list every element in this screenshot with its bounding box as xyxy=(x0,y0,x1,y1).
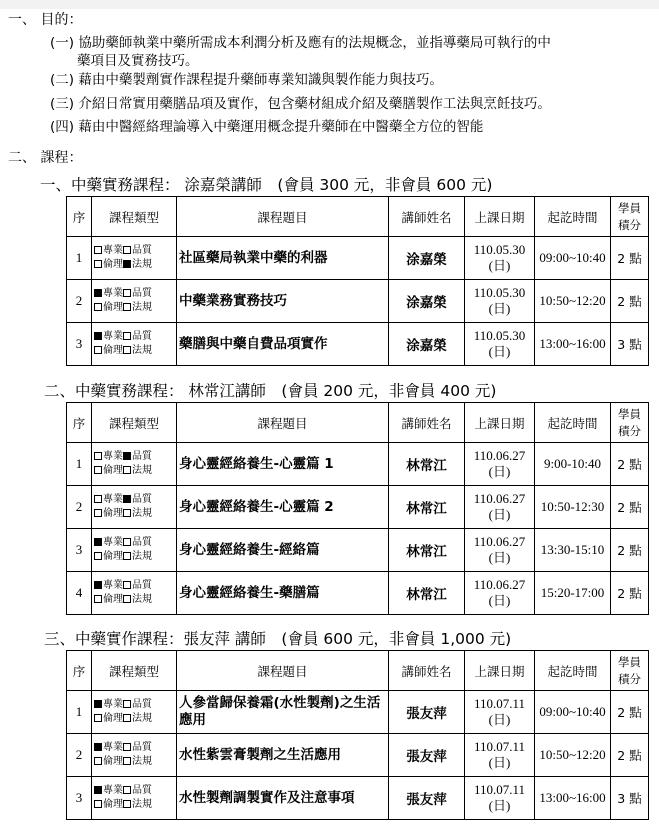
course-date xyxy=(465,443,535,486)
course-date xyxy=(465,237,535,280)
row-number: 4 xyxy=(67,572,92,615)
table-row xyxy=(67,486,649,529)
row-number: 1 xyxy=(67,691,92,734)
course-category xyxy=(92,734,177,777)
category-label-professional: 專業 xyxy=(103,699,123,710)
category-checkbox-ethics-unchecked xyxy=(94,466,102,474)
table-row xyxy=(67,323,649,366)
category-line xyxy=(94,244,176,258)
category-checkbox-professional-unchecked xyxy=(94,495,102,503)
header-category: 課程類型 xyxy=(92,197,177,237)
date-value: 110.07.11 xyxy=(473,696,526,711)
category-label-law: 法規 xyxy=(132,756,152,767)
date-value: 110.06.27 xyxy=(473,534,526,549)
header-credit-line1: 學員 xyxy=(618,406,641,421)
lecturer-name: 林常江 xyxy=(389,572,465,615)
category-checkbox-ethics-unchecked xyxy=(94,800,102,808)
objective-2: (二) 藉由中藥製劑實作課程提升藥師專業知識與製作能力與技巧。 xyxy=(50,72,443,88)
header-time: 起訖時間 xyxy=(535,403,611,443)
category-line xyxy=(94,344,176,358)
course-category xyxy=(92,691,177,734)
category-label-law: 法規 xyxy=(132,713,152,724)
category-checkbox-professional-checked xyxy=(94,581,102,589)
category-checkbox-quality-unchecked xyxy=(123,786,131,794)
category-label-ethics: 倫理 xyxy=(103,551,123,562)
category-label-ethics: 倫理 xyxy=(103,302,123,313)
course-topic: 身心靈經絡養生-心靈篇 2 xyxy=(177,486,389,529)
course-topic: 身心靈經絡養生-經絡篇 xyxy=(177,529,389,572)
date-weekday: (日) xyxy=(488,798,511,813)
header-no: 序 xyxy=(67,197,92,237)
category-checkbox-professional-checked xyxy=(94,538,102,546)
course-3-table xyxy=(66,650,649,820)
category-label-quality: 品質 xyxy=(132,451,152,462)
category-checkbox-quality-unchecked xyxy=(123,289,131,297)
category-line xyxy=(94,755,176,769)
category-label-quality: 品質 xyxy=(132,288,152,299)
category-line xyxy=(94,798,176,812)
table-row xyxy=(67,572,649,615)
course-category xyxy=(92,443,177,486)
category-label-quality: 品質 xyxy=(132,494,152,505)
category-line xyxy=(94,493,176,507)
course-topic: 社區藥局執業中藥的利器 xyxy=(177,237,389,280)
table-row xyxy=(67,443,649,486)
course-time: 13:00~16:00 xyxy=(535,323,611,366)
category-label-quality: 品質 xyxy=(132,245,152,256)
course-date xyxy=(465,691,535,734)
row-number: 1 xyxy=(67,237,92,280)
section-purpose-heading: 一、 目的： xyxy=(8,12,83,28)
category-checkbox-ethics-unchecked xyxy=(94,714,102,722)
category-line xyxy=(94,784,176,798)
course-category xyxy=(92,280,177,323)
course-credit: 2 點 xyxy=(611,572,649,615)
category-label-quality: 品質 xyxy=(132,537,152,548)
category-label-ethics: 倫理 xyxy=(103,799,123,810)
lecturer-name: 林常江 xyxy=(389,443,465,486)
category-label-professional: 專業 xyxy=(103,785,123,796)
category-label-quality: 品質 xyxy=(132,742,152,753)
course-credit: 2 點 xyxy=(611,529,649,572)
course-credit: 2 點 xyxy=(611,443,649,486)
header-credit-line1: 學員 xyxy=(618,654,641,669)
course-topic: 水性紫雲膏製劑之生活應用 xyxy=(177,734,389,777)
category-line xyxy=(94,741,176,755)
table-row xyxy=(67,691,649,734)
category-label-quality: 品質 xyxy=(132,699,152,710)
category-label-quality: 品質 xyxy=(132,331,152,342)
course-category xyxy=(92,777,177,820)
category-checkbox-quality-unchecked xyxy=(123,538,131,546)
category-label-law: 法規 xyxy=(132,302,152,313)
row-number: 3 xyxy=(67,323,92,366)
date-weekday: (日) xyxy=(488,712,511,727)
category-label-law: 法規 xyxy=(132,799,152,810)
course-category xyxy=(92,529,177,572)
category-label-ethics: 倫理 xyxy=(103,756,123,767)
row-number: 1 xyxy=(67,443,92,486)
course-time: 13:00~16:00 xyxy=(535,777,611,820)
category-line xyxy=(94,579,176,593)
date-value: 110.06.27 xyxy=(473,491,526,506)
table-header-row xyxy=(67,197,649,237)
category-checkbox-quality-unchecked xyxy=(123,332,131,340)
table-header-row xyxy=(67,651,649,691)
course-2-title: 二、中藥實務課程： 林常江講師 (會員 200 元，非會員 400 元) xyxy=(44,382,497,400)
lecturer-name: 張友萍 xyxy=(389,734,465,777)
header-time: 起訖時間 xyxy=(535,197,611,237)
table-row xyxy=(67,237,649,280)
course-credit: 3 點 xyxy=(611,323,649,366)
category-checkbox-quality-unchecked xyxy=(123,246,131,254)
category-checkbox-ethics-unchecked xyxy=(94,509,102,517)
date-value: 110.07.11 xyxy=(473,739,526,754)
course-topic: 人參當歸保養霜(水性製劑)之生活應用 xyxy=(177,691,389,734)
category-checkbox-law-checked xyxy=(123,260,131,268)
date-value: 110.06.27 xyxy=(473,577,526,592)
course-date xyxy=(465,734,535,777)
category-checkbox-ethics-unchecked xyxy=(94,303,102,311)
category-checkbox-professional-checked xyxy=(94,743,102,751)
category-line xyxy=(94,550,176,564)
header-credit-line2: 積分 xyxy=(618,217,641,232)
category-line xyxy=(94,698,176,712)
category-checkbox-ethics-unchecked xyxy=(94,260,102,268)
header-credit xyxy=(611,651,649,691)
header-credit xyxy=(611,403,649,443)
date-value: 110.05.30 xyxy=(473,285,526,300)
course-date xyxy=(465,572,535,615)
course-credit: 3 點 xyxy=(611,777,649,820)
category-label-professional: 專業 xyxy=(103,451,123,462)
course-topic: 中藥業務實務技巧 xyxy=(177,280,389,323)
date-weekday: (日) xyxy=(488,507,511,522)
course-credit: 2 點 xyxy=(611,280,649,323)
category-line xyxy=(94,301,176,315)
course-time: 09:00~10:40 xyxy=(535,237,611,280)
category-checkbox-law-unchecked xyxy=(123,346,131,354)
row-number: 3 xyxy=(67,529,92,572)
category-label-ethics: 倫理 xyxy=(103,713,123,724)
header-date: 上課日期 xyxy=(465,197,535,237)
header-category: 課程類型 xyxy=(92,651,177,691)
category-label-professional: 專業 xyxy=(103,742,123,753)
lecturer-name: 林常江 xyxy=(389,486,465,529)
header-date: 上課日期 xyxy=(465,403,535,443)
category-label-professional: 專業 xyxy=(103,494,123,505)
section-courses-heading: 二、 課程： xyxy=(8,150,83,166)
row-number: 2 xyxy=(67,486,92,529)
date-weekday: (日) xyxy=(488,550,511,565)
category-label-professional: 專業 xyxy=(103,245,123,256)
category-line xyxy=(94,712,176,726)
course-time: 9:00-10:40 xyxy=(535,443,611,486)
course-category xyxy=(92,572,177,615)
category-line xyxy=(94,464,176,478)
category-checkbox-law-unchecked xyxy=(123,595,131,603)
header-topic: 課程題目 xyxy=(177,403,389,443)
course-date xyxy=(465,280,535,323)
category-label-professional: 專業 xyxy=(103,580,123,591)
category-checkbox-ethics-unchecked xyxy=(94,595,102,603)
category-label-law: 法規 xyxy=(132,345,152,356)
header-time: 起訖時間 xyxy=(535,651,611,691)
category-checkbox-quality-checked xyxy=(123,495,131,503)
row-number: 3 xyxy=(67,777,92,820)
course-category xyxy=(92,486,177,529)
course-date xyxy=(465,777,535,820)
date-value: 110.05.30 xyxy=(473,328,526,343)
date-value: 110.05.30 xyxy=(473,242,526,257)
header-no: 序 xyxy=(67,651,92,691)
course-time: 10:50-12:30 xyxy=(535,486,611,529)
objective-4: (四) 藉由中醫經絡理論導入中藥運用概念提升藥師在中醫藥全方位的智能 xyxy=(50,119,484,135)
category-line xyxy=(94,536,176,550)
row-number: 2 xyxy=(67,280,92,323)
lecturer-name: 張友萍 xyxy=(389,691,465,734)
category-label-law: 法規 xyxy=(132,465,152,476)
category-label-quality: 品質 xyxy=(132,785,152,796)
date-weekday: (日) xyxy=(488,464,511,479)
course-2-table xyxy=(66,402,649,615)
course-credit: 2 點 xyxy=(611,734,649,777)
course-category xyxy=(92,323,177,366)
lecturer-name: 涂嘉榮 xyxy=(389,323,465,366)
course-time: 13:30-15:10 xyxy=(535,529,611,572)
course-date xyxy=(465,486,535,529)
category-label-professional: 專業 xyxy=(103,537,123,548)
category-checkbox-law-unchecked xyxy=(123,714,131,722)
category-line xyxy=(94,287,176,301)
category-label-professional: 專業 xyxy=(103,331,123,342)
course-credit: 2 點 xyxy=(611,237,649,280)
date-weekday: (日) xyxy=(488,593,511,608)
header-credit-line2: 積分 xyxy=(618,423,641,438)
category-label-quality: 品質 xyxy=(132,580,152,591)
date-weekday: (日) xyxy=(488,755,511,770)
header-credit-line1: 學員 xyxy=(618,200,641,215)
course-time: 15:20-17:00 xyxy=(535,572,611,615)
course-topic: 水性製劑調製實作及注意事項 xyxy=(177,777,389,820)
category-checkbox-professional-unchecked xyxy=(94,246,102,254)
category-checkbox-quality-unchecked xyxy=(123,700,131,708)
category-checkbox-quality-unchecked xyxy=(123,743,131,751)
course-time: 10:50~12:20 xyxy=(535,280,611,323)
category-checkbox-professional-checked xyxy=(94,332,102,340)
objective-3: (三) 介紹日常實用藥膳品項及實作，包含藥材組成介紹及藥膳製作工法與烹飪技巧。 xyxy=(50,96,551,112)
course-time: 09:00~10:40 xyxy=(535,691,611,734)
category-line xyxy=(94,593,176,607)
lecturer-name: 張友萍 xyxy=(389,777,465,820)
date-weekday: (日) xyxy=(488,344,511,359)
category-checkbox-quality-checked xyxy=(123,452,131,460)
lecturer-name: 涂嘉榮 xyxy=(389,280,465,323)
category-checkbox-law-unchecked xyxy=(123,509,131,517)
course-topic: 身心靈經絡養生-藥膳篇 xyxy=(177,572,389,615)
objective-1: (一) 協助藥師執業中藥所需成本利潤分析及應有的法規概念，並指導藥局可執行的中 xyxy=(50,35,551,51)
row-number: 2 xyxy=(67,734,92,777)
lecturer-name: 林常江 xyxy=(389,529,465,572)
category-label-law: 法規 xyxy=(132,594,152,605)
category-checkbox-law-unchecked xyxy=(123,757,131,765)
date-value: 110.07.11 xyxy=(473,782,526,797)
course-1-table xyxy=(66,196,649,366)
category-line xyxy=(94,330,176,344)
header-topic: 課程題目 xyxy=(177,651,389,691)
header-lecturer: 講師姓名 xyxy=(389,403,465,443)
date-value: 110.06.27 xyxy=(473,448,526,463)
header-date: 上課日期 xyxy=(465,651,535,691)
category-checkbox-professional-unchecked xyxy=(94,452,102,460)
header-credit xyxy=(611,197,649,237)
table-row xyxy=(67,529,649,572)
course-1-title: 一、中藥實務課程： 涂嘉榮講師 (會員 300 元，非會員 600 元) xyxy=(40,176,493,194)
top-bar xyxy=(0,0,659,9)
category-label-professional: 專業 xyxy=(103,288,123,299)
lecturer-name: 涂嘉榮 xyxy=(389,237,465,280)
course-credit: 2 點 xyxy=(611,691,649,734)
table-header-row xyxy=(67,403,649,443)
category-checkbox-ethics-unchecked xyxy=(94,552,102,560)
header-topic: 課程題目 xyxy=(177,197,389,237)
category-checkbox-professional-checked xyxy=(94,289,102,297)
table-row xyxy=(67,280,649,323)
course-topic: 身心靈經絡養生-心靈篇 1 xyxy=(177,443,389,486)
course-date xyxy=(465,529,535,572)
category-line xyxy=(94,507,176,521)
category-line xyxy=(94,258,176,272)
date-weekday: (日) xyxy=(488,258,511,273)
category-checkbox-law-unchecked xyxy=(123,552,131,560)
category-label-ethics: 倫理 xyxy=(103,508,123,519)
course-date xyxy=(465,323,535,366)
category-label-ethics: 倫理 xyxy=(103,259,123,270)
table-row xyxy=(67,777,649,820)
header-lecturer: 講師姓名 xyxy=(389,197,465,237)
category-checkbox-professional-checked xyxy=(94,700,102,708)
course-3-title: 三、中藥實作課程：張友萍 講師 (會員 600 元，非會員 1,000 元) xyxy=(44,630,512,648)
category-checkbox-law-unchecked xyxy=(123,800,131,808)
category-checkbox-ethics-unchecked xyxy=(94,757,102,765)
category-checkbox-law-unchecked xyxy=(123,466,131,474)
category-checkbox-ethics-unchecked xyxy=(94,346,102,354)
category-label-ethics: 倫理 xyxy=(103,594,123,605)
category-checkbox-law-unchecked xyxy=(123,303,131,311)
category-label-ethics: 倫理 xyxy=(103,465,123,476)
course-credit: 2 點 xyxy=(611,486,649,529)
objective-1-continued: 藥項目及實務技巧。 xyxy=(77,53,199,69)
category-label-law: 法規 xyxy=(132,508,152,519)
header-category: 課程類型 xyxy=(92,403,177,443)
category-label-ethics: 倫理 xyxy=(103,345,123,356)
category-checkbox-professional-checked xyxy=(94,786,102,794)
table-row xyxy=(67,734,649,777)
date-weekday: (日) xyxy=(488,301,511,316)
category-label-law: 法規 xyxy=(132,259,152,270)
header-lecturer: 講師姓名 xyxy=(389,651,465,691)
category-line xyxy=(94,450,176,464)
course-topic: 藥膳與中藥自費品項實作 xyxy=(177,323,389,366)
header-no: 序 xyxy=(67,403,92,443)
header-credit-line2: 積分 xyxy=(618,671,641,686)
course-category xyxy=(92,237,177,280)
category-checkbox-quality-unchecked xyxy=(123,581,131,589)
category-label-law: 法規 xyxy=(132,551,152,562)
course-time: 10:50~12:20 xyxy=(535,734,611,777)
